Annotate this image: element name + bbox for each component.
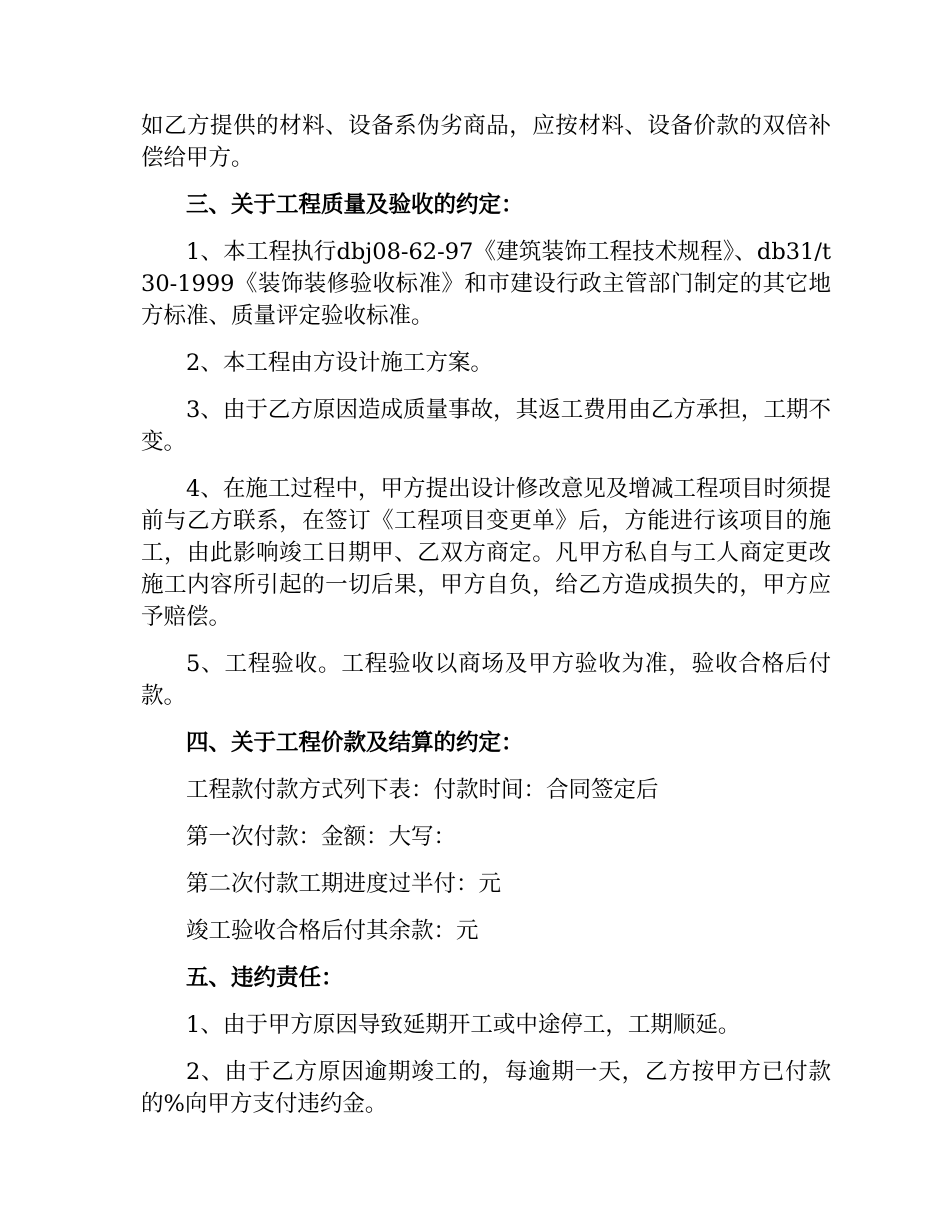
clause-5-2-party-b-delay: 2、由于乙方原因逾期竣工的，每逾期一天，乙方按甲方已付款的%向甲方支付违约金。 [141,1059,831,1117]
clause-3-2-design-plan: 2、本工程由方设计施工方案。 [186,350,493,376]
clause-3-4-design-changes: 4、在施工过程中，甲方提出设计修改意见及增减工程项目时须提前与乙方联系，在签订《工程项目变更单》后，方能进行该项目的施工，由此影响竣工日期甲、乙双方商定。凡甲方私自与工人商定更改施工内容所引起的一切后果，甲方自负，给乙方造成损失的，甲方应予赔偿。 [141,476,831,630]
final-payment-line: 竣工验收合格后付其余款：元 [186,918,479,944]
clause-3-3-quality-accident: 3、由于乙方原因造成质量事故，其返工费用由乙方承担，工期不变。 [141,397,831,455]
clause-3-1-standards: 1、本工程执行dbj08-62-97《建筑装饰工程技术规程》、db31/t30-1999《装饰装修验收标准》和市建设行政主管部门制定的其它地方标准、质量评定验收标准。 [141,239,831,329]
second-payment-line: 第二次付款工期进度过半付：元 [186,871,502,897]
first-payment-line: 第一次付款：金额：大写： [186,824,457,850]
section-heading-price-settlement: 四、关于工程价款及结算的约定： [186,730,524,756]
section-heading-liability: 五、违约责任： [186,965,344,991]
clause-3-5-acceptance: 5、工程验收。工程验收以商场及甲方验收为准，验收合格后付款。 [141,651,831,709]
contract-text-body [141,110,831,1135]
section-heading-quality-acceptance: 三、关于工程质量及验收的约定： [186,192,524,218]
payment-method-line: 工程款付款方式列下表：付款时间：合同签定后 [186,777,659,803]
paragraph-material-compensation: 如乙方提供的材料、设备系伪劣商品，应按材料、设备价款的双倍补偿给甲方。 [141,113,831,171]
clause-5-1-party-a-delay: 1、由于甲方原因导致延期开工或中途停工，工期顺延。 [186,1012,741,1038]
